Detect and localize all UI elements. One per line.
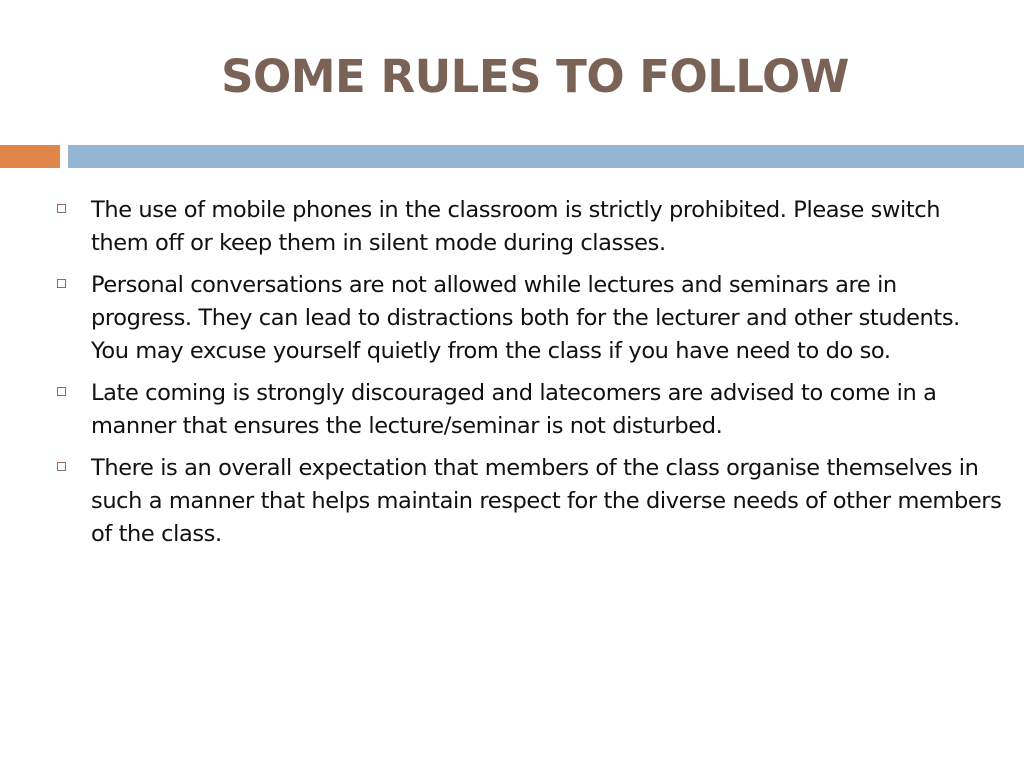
bullet-item xyxy=(0,452,1024,551)
hollow-square-icon xyxy=(57,204,66,213)
title-underline-accent-bar xyxy=(0,145,60,168)
bullet-text: Personal conversations are not allowed while lectures and seminars are in progress. They can lead to distractions both for the lecturer and other students. You may excuse yourself quietly from the class if you have need to do so. xyxy=(91,272,960,364)
hollow-square-icon xyxy=(57,462,66,471)
bullet-item xyxy=(0,194,1024,260)
slide-title: SOME RULES TO FOLLOW xyxy=(221,50,849,103)
hollow-square-icon xyxy=(57,279,66,288)
hollow-square-icon xyxy=(57,387,66,396)
title-underline-bar xyxy=(68,145,1024,168)
bullet-text: Late coming is strongly discouraged and latecomers are advised to come in a manner that ensures the lecture/seminar is not disturbed. xyxy=(91,380,937,439)
bullet-list xyxy=(0,194,1024,560)
bullet-item xyxy=(0,377,1024,443)
bullet-text: There is an overall expectation that members of the class organise themselves in such a manner that helps maintain respect for the diverse needs of other members of the class. xyxy=(91,455,1002,547)
bullet-item xyxy=(0,269,1024,368)
bullet-text: The use of mobile phones in the classroom is strictly prohibited. Please switch them off or keep them in silent mode during classes. xyxy=(91,197,941,256)
